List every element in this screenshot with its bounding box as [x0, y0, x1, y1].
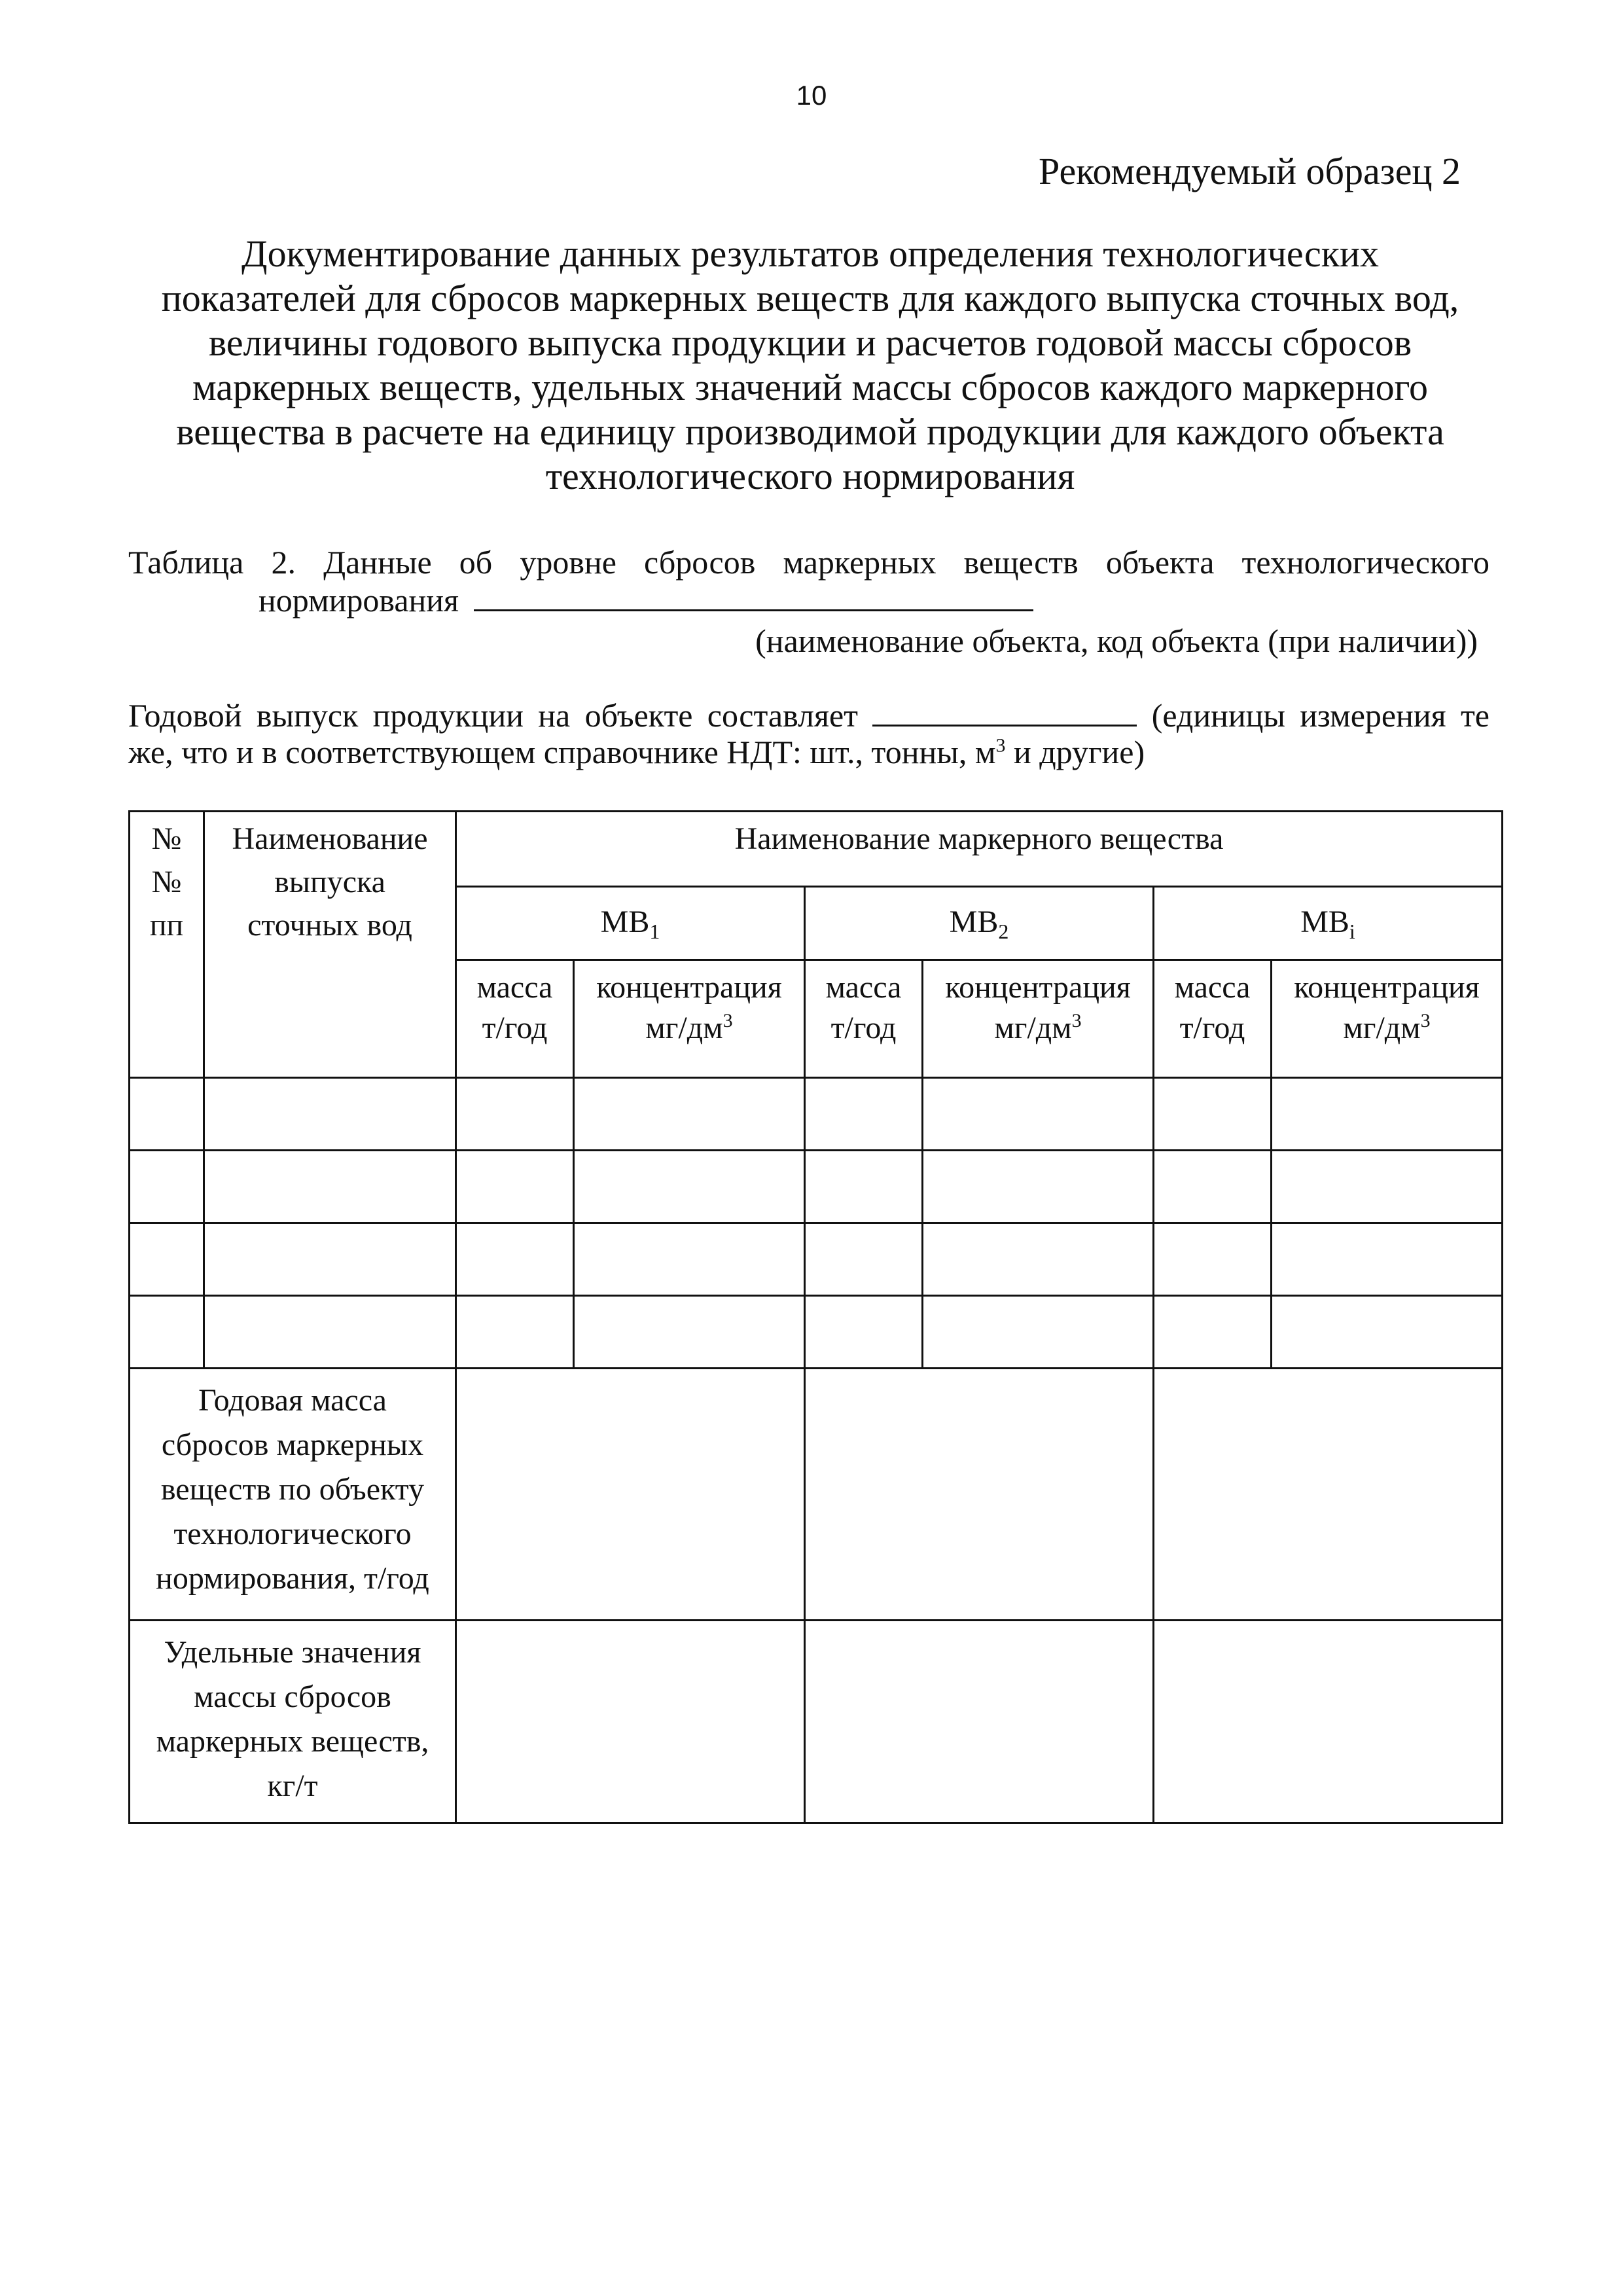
discharge-data-table — [128, 810, 1503, 1824]
label-line: массы сбросов — [194, 1679, 391, 1714]
substance-base: МВ — [949, 905, 999, 939]
table-caption: Таблица 2. Данные об уровне сбросов маркерных веществ объекта технологического — [128, 544, 1489, 581]
units-note-text: же, что и в соответствующем справочнике НДТ: шт., тонны, м — [128, 734, 996, 770]
empty-cell[interactable] — [130, 1223, 204, 1296]
substance-index: 1 — [649, 920, 660, 943]
empty-cell[interactable] — [805, 1151, 923, 1223]
annual-mass-cell-1[interactable] — [456, 1369, 805, 1621]
empty-cell[interactable] — [923, 1296, 1154, 1369]
table-row — [130, 1223, 1503, 1296]
object-hint: (наименование объекта, код объекта (при наличии)) — [755, 622, 1478, 659]
mass-header — [456, 960, 574, 1078]
specific-values-row — [130, 1621, 1503, 1823]
substance-base: МВ — [600, 905, 650, 939]
mass-unit: т/год — [482, 1011, 548, 1045]
label-line: технологического — [173, 1516, 412, 1551]
header-line: пп — [149, 908, 184, 942]
mass-label: масса — [476, 970, 553, 1005]
specific-values-cell-3[interactable] — [1154, 1621, 1503, 1823]
header-line: № — [151, 821, 182, 856]
specific-values-cell-1[interactable] — [456, 1621, 805, 1823]
label-line: сбросов маркерных — [161, 1427, 424, 1462]
specific-values-cell-2[interactable] — [805, 1621, 1154, 1823]
empty-cell[interactable] — [923, 1151, 1154, 1223]
table-row — [130, 1296, 1503, 1369]
empty-cell[interactable] — [1272, 1296, 1503, 1369]
empty-cell[interactable] — [130, 1296, 204, 1369]
label-line: Годовая масса — [198, 1383, 387, 1418]
conc-label: концентрация — [596, 970, 782, 1005]
mass-label: масса — [825, 970, 902, 1005]
annual-mass-row — [130, 1369, 1503, 1621]
substance-header-3 — [1154, 887, 1503, 960]
empty-cell[interactable] — [204, 1151, 456, 1223]
conc-unit: мг/дм — [1343, 1011, 1421, 1045]
empty-cell[interactable] — [456, 1151, 574, 1223]
empty-cell[interactable] — [574, 1078, 805, 1151]
annual-mass-label — [130, 1369, 456, 1621]
annual-output-blank[interactable] — [872, 701, 1137, 726]
annual-output-line — [128, 696, 1489, 734]
header-row-number — [130, 812, 204, 1078]
empty-cell[interactable] — [574, 1151, 805, 1223]
label-line: кг/т — [267, 1768, 318, 1803]
empty-cell[interactable] — [130, 1151, 204, 1223]
substance-header-2 — [805, 887, 1154, 960]
table-row — [130, 1151, 1503, 1223]
conc-unit-sup: 3 — [722, 1010, 733, 1031]
empty-cell[interactable] — [204, 1296, 456, 1369]
empty-cell[interactable] — [204, 1078, 456, 1151]
object-name-blank[interactable] — [474, 586, 1033, 611]
conc-unit: мг/дм — [645, 1011, 723, 1045]
substance-base: МВ — [1300, 905, 1349, 939]
empty-cell[interactable] — [456, 1223, 574, 1296]
empty-cell[interactable] — [204, 1223, 456, 1296]
title-line: величины годового выпуска продукции и расчетов годовой массы сбросов — [208, 321, 1412, 364]
header-line: сточных вод — [247, 908, 412, 942]
title-line: технологического нормирования — [545, 455, 1075, 497]
empty-cell[interactable] — [130, 1078, 204, 1151]
annual-output-line-2 — [128, 733, 1145, 771]
header-line: выпуска — [274, 865, 385, 899]
conc-unit-sup: 3 — [1420, 1010, 1431, 1031]
concentration-header — [923, 960, 1154, 1078]
empty-cell[interactable] — [1154, 1078, 1272, 1151]
document-title — [137, 232, 1483, 499]
empty-cell[interactable] — [805, 1223, 923, 1296]
mass-label: масса — [1174, 970, 1251, 1005]
units-note-sup: 3 — [995, 734, 1006, 757]
empty-cell[interactable] — [1272, 1078, 1503, 1151]
empty-cell[interactable] — [456, 1296, 574, 1369]
conc-label: концентрация — [945, 970, 1131, 1005]
label-line: веществ по объекту — [160, 1472, 425, 1507]
concentration-header — [1272, 960, 1503, 1078]
concentration-header — [574, 960, 805, 1078]
title-line: Документирование данных результатов определения технологических — [241, 232, 1379, 275]
label-line: маркерных веществ, — [156, 1724, 429, 1759]
mass-header — [805, 960, 923, 1078]
empty-cell[interactable] — [805, 1296, 923, 1369]
mass-unit: т/год — [830, 1011, 897, 1045]
conc-unit: мг/дм — [994, 1011, 1072, 1045]
page-number: 10 — [796, 80, 827, 111]
substance-index: i — [1349, 920, 1355, 943]
header-outlet-name — [204, 812, 456, 1078]
header-line: Наименование — [232, 821, 428, 856]
annual-output-units-text: (единицы измерения те — [1151, 697, 1489, 734]
mass-unit: т/год — [1179, 1011, 1245, 1045]
empty-cell[interactable] — [923, 1078, 1154, 1151]
title-line: показателей для сбросов маркерных веществ для каждого выпуска сточных вод, — [161, 277, 1459, 319]
conc-label: концентрация — [1294, 970, 1480, 1005]
empty-cell[interactable] — [1272, 1223, 1503, 1296]
mass-header — [1154, 960, 1272, 1078]
empty-cell[interactable] — [1154, 1151, 1272, 1223]
annual-mass-cell-3[interactable] — [1154, 1369, 1503, 1621]
units-note-end: и другие) — [1005, 734, 1145, 770]
header-substance-text: Наименование маркерного вещества — [734, 821, 1224, 856]
table-caption-continuation: нормирования — [259, 582, 459, 619]
specific-values-label — [130, 1621, 456, 1823]
header-line: № — [151, 865, 182, 899]
title-line: маркерных веществ, удельных значений массы сбросов каждого маркерного — [192, 366, 1428, 408]
empty-cell[interactable] — [805, 1078, 923, 1151]
substance-header-1 — [456, 887, 805, 960]
empty-cell[interactable] — [1154, 1223, 1272, 1296]
title-line: вещества в расчете на единицу производимой продукции для каждого объекта — [176, 410, 1444, 453]
header-substance-name — [456, 812, 1503, 887]
empty-cell[interactable] — [574, 1223, 805, 1296]
table-row — [130, 1078, 1503, 1151]
conc-unit-sup: 3 — [1071, 1010, 1082, 1031]
sample-label: Рекомендуемый образец 2 — [1039, 150, 1461, 192]
object-name-line — [259, 581, 1033, 619]
annual-mass-cell-2[interactable] — [805, 1369, 1154, 1621]
empty-cell[interactable] — [923, 1223, 1154, 1296]
empty-cell[interactable] — [574, 1296, 805, 1369]
substance-index: 2 — [998, 920, 1009, 943]
annual-output-text: Годовой выпуск продукции на объекте составляет — [128, 697, 859, 734]
empty-cell[interactable] — [1154, 1296, 1272, 1369]
label-line: нормирования, т/год — [156, 1561, 429, 1596]
empty-cell[interactable] — [1272, 1151, 1503, 1223]
empty-cell[interactable] — [456, 1078, 574, 1151]
label-line: Удельные значения — [164, 1635, 421, 1670]
